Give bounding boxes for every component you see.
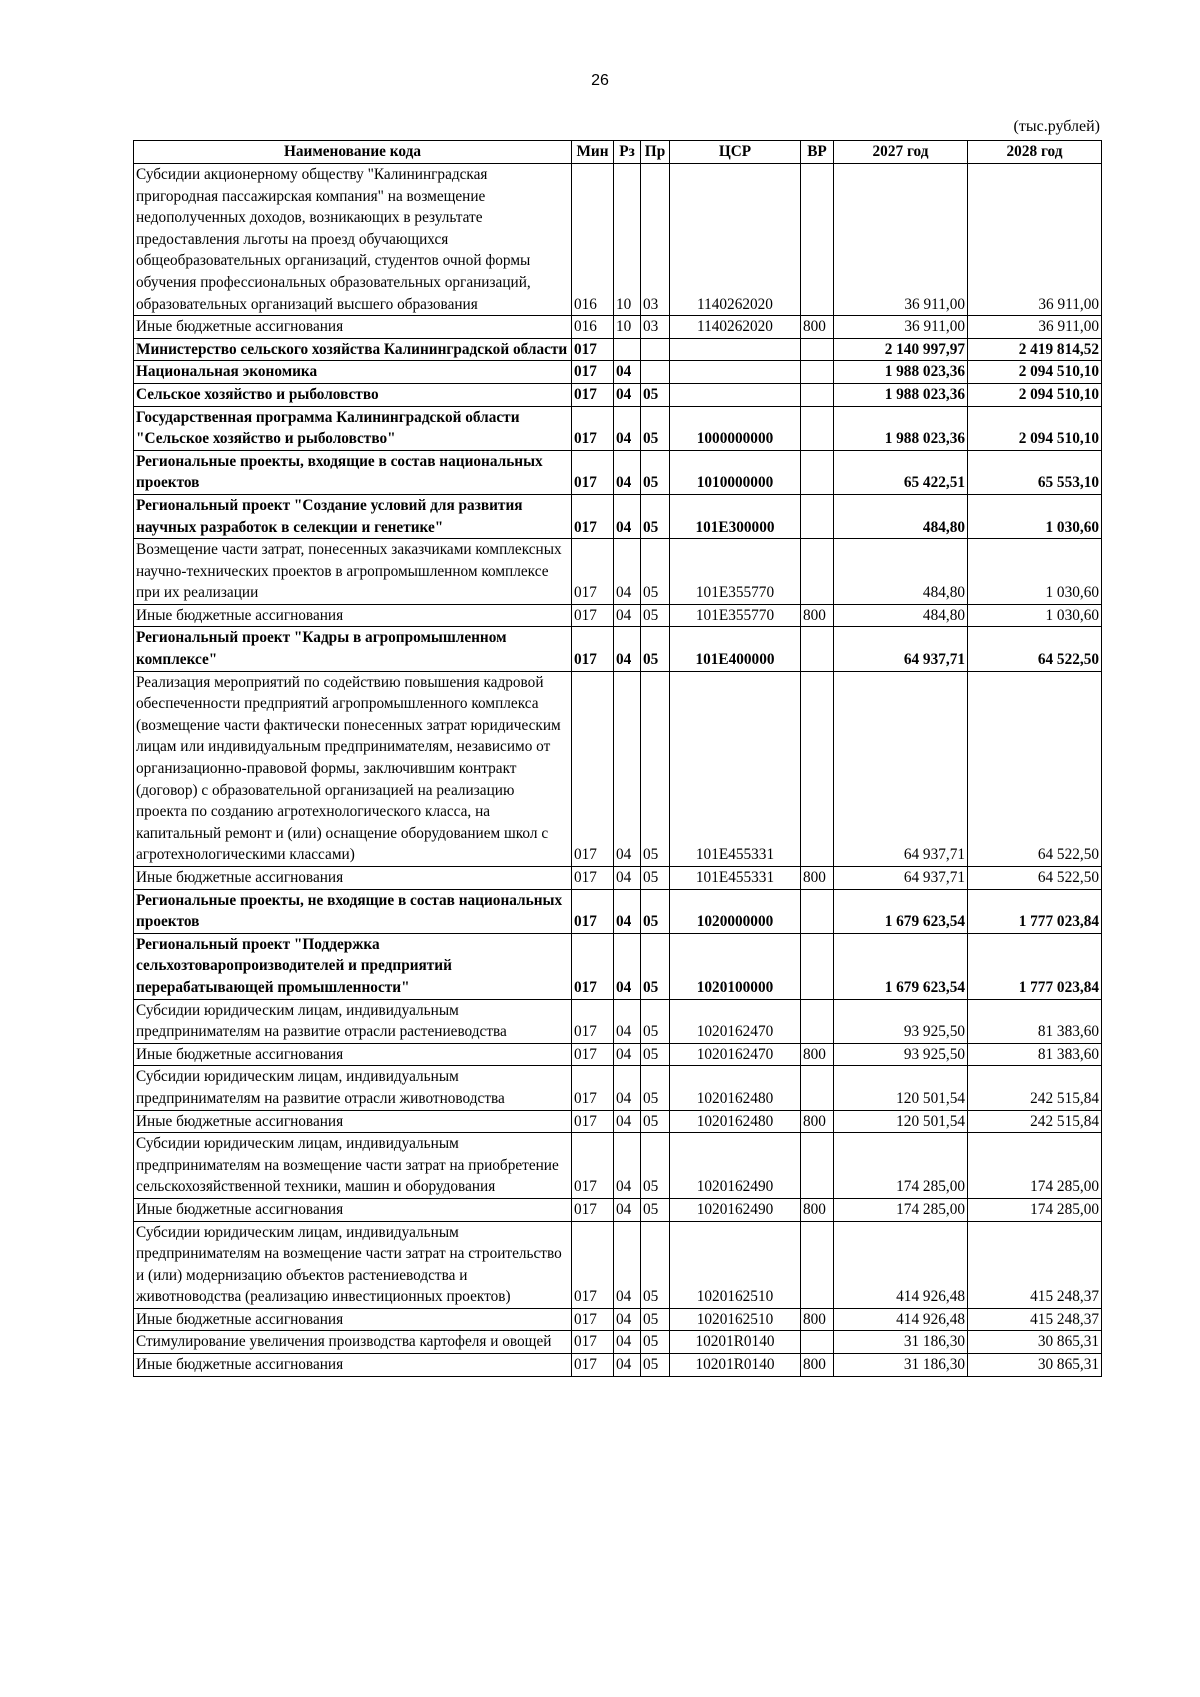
- table-row: [134, 1133, 1102, 1199]
- header-pr: Пр: [641, 141, 670, 164]
- row-name: Реализация мероприятий по содействию повышения кадровой обеспеченности предприятий агропромышленного комплекса (возмещение части фактически понесенных затрат юридическим лицам или индивидуальным предпринимателям, независимо от организационно-правовой формы, заключившим контракт (договор) с образовательной организацией на реализацию проекта по созданию агротехнологического класса, на капитальный ремонт и (или) оснащение оборудованием школ с агротехнологическими классами): [134, 671, 572, 866]
- row-2028: 30 865,31: [968, 1331, 1102, 1354]
- row-rz: 04: [614, 671, 641, 866]
- row-csr: 101Е300000: [670, 494, 801, 538]
- row-2027: 36 911,00: [834, 164, 968, 316]
- table-row: [134, 1110, 1102, 1133]
- row-rz: [614, 338, 641, 361]
- row-min: 017: [572, 494, 614, 538]
- row-min: 016: [572, 316, 614, 339]
- row-vr: [801, 338, 834, 361]
- row-2027: 174 285,00: [834, 1198, 968, 1221]
- row-pr: 05: [641, 867, 670, 890]
- row-name: Региональные проекты, не входящие в состав национальных проектов: [134, 889, 572, 933]
- row-2028: 174 285,00: [968, 1198, 1102, 1221]
- row-2028: 30 865,31: [968, 1354, 1102, 1377]
- row-csr: 1020162510: [670, 1221, 801, 1308]
- row-rz: 04: [614, 889, 641, 933]
- row-rz: 04: [614, 1221, 641, 1308]
- table-row: [134, 406, 1102, 450]
- table-row: [134, 671, 1102, 866]
- row-rz: 04: [614, 1043, 641, 1066]
- table-row: [134, 1221, 1102, 1308]
- row-vr: [801, 627, 834, 671]
- row-pr: 05: [641, 1043, 670, 1066]
- row-rz: 04: [614, 1198, 641, 1221]
- row-name: Иные бюджетные ассигнования: [134, 867, 572, 890]
- row-2027: 64 937,71: [834, 671, 968, 866]
- row-2027: 64 937,71: [834, 627, 968, 671]
- row-pr: 05: [641, 1110, 670, 1133]
- row-min: 017: [572, 999, 614, 1043]
- row-csr: 1020162480: [670, 1110, 801, 1133]
- row-csr: 1020162490: [670, 1133, 801, 1199]
- row-name: Субсидии юридическим лицам, индивидуальным предпринимателям на возмещение части затрат на приобретение сельскохозяйственной техники, машин и оборудования: [134, 1133, 572, 1199]
- header-min: Мин: [572, 141, 614, 164]
- row-vr: [801, 671, 834, 866]
- row-csr: [670, 383, 801, 406]
- row-2027: 484,80: [834, 494, 968, 538]
- row-pr: 05: [641, 1308, 670, 1331]
- row-vr: [801, 450, 834, 494]
- row-csr: 10201R0140: [670, 1331, 801, 1354]
- row-vr: [801, 361, 834, 384]
- row-2028: 415 248,37: [968, 1308, 1102, 1331]
- row-name: Возмещение части затрат, понесенных заказчиками комплексных научно-технических проектов в агропромышленном комплексе при их реализации: [134, 539, 572, 605]
- row-name: Региональный проект "Создание условий для развития научных разработок в селекции и генетике": [134, 494, 572, 538]
- row-min: 017: [572, 627, 614, 671]
- row-pr: 05: [641, 1133, 670, 1199]
- table-row: [134, 1198, 1102, 1221]
- row-2028: 64 522,50: [968, 671, 1102, 866]
- row-2028: 36 911,00: [968, 316, 1102, 339]
- row-pr: 05: [641, 539, 670, 605]
- row-rz: 04: [614, 539, 641, 605]
- table-row: [134, 867, 1102, 890]
- row-2027: 484,80: [834, 604, 968, 627]
- row-csr: 101Е355770: [670, 539, 801, 605]
- row-csr: 1020162470: [670, 999, 801, 1043]
- row-name: Национальная экономика: [134, 361, 572, 384]
- row-vr: [801, 889, 834, 933]
- row-rz: 04: [614, 1110, 641, 1133]
- row-name: Иные бюджетные ассигнования: [134, 1308, 572, 1331]
- row-2027: 31 186,30: [834, 1331, 968, 1354]
- row-2027: 174 285,00: [834, 1133, 968, 1199]
- row-name: Иные бюджетные ассигнования: [134, 316, 572, 339]
- table-row: [134, 450, 1102, 494]
- row-csr: 1020162470: [670, 1043, 801, 1066]
- row-csr: 1020162510: [670, 1308, 801, 1331]
- row-name: Региональный проект "Кадры в агропромышленном комплексе": [134, 627, 572, 671]
- row-min: 017: [572, 1066, 614, 1110]
- row-2028: 81 383,60: [968, 1043, 1102, 1066]
- row-csr: 1020000000: [670, 889, 801, 933]
- row-rz: 04: [614, 627, 641, 671]
- row-min: 017: [572, 1110, 614, 1133]
- row-vr: [801, 1066, 834, 1110]
- row-2027: 120 501,54: [834, 1110, 968, 1133]
- row-min: 017: [572, 933, 614, 999]
- row-name: Иные бюджетные ассигнования: [134, 1043, 572, 1066]
- row-min: 017: [572, 1043, 614, 1066]
- row-vr: [801, 494, 834, 538]
- row-name: Министерство сельского хозяйства Калининградской области: [134, 338, 572, 361]
- row-2028: 1 777 023,84: [968, 933, 1102, 999]
- row-pr: 05: [641, 933, 670, 999]
- table-row: [134, 1331, 1102, 1354]
- row-2028: 242 515,84: [968, 1110, 1102, 1133]
- table-body: [134, 164, 1102, 1377]
- row-vr: [801, 383, 834, 406]
- row-rz: 04: [614, 1066, 641, 1110]
- header-csr: ЦСР: [670, 141, 801, 164]
- table-row: [134, 889, 1102, 933]
- row-2027: 65 422,51: [834, 450, 968, 494]
- row-rz: 04: [614, 1308, 641, 1331]
- row-name: Иные бюджетные ассигнования: [134, 1354, 572, 1377]
- row-min: 017: [572, 671, 614, 866]
- row-2028: 1 030,60: [968, 494, 1102, 538]
- row-min: 016: [572, 164, 614, 316]
- row-vr: [801, 1133, 834, 1199]
- row-name: Субсидии акционерному обществу "Калининградская пригородная пассажирская компания" на возмещение недополученных доходов, возникающих в результате предоставления льготы на проезд обучающихся общеобразовательных организаций, студентов очной формы обучения профессиональных образовательных организаций, образовательных организаций высшего образования: [134, 164, 572, 316]
- row-name: Региональный проект "Поддержка сельхозтоваропроизводителей и предприятий перерабатывающей промышленности": [134, 933, 572, 999]
- row-csr: 10201R0140: [670, 1354, 801, 1377]
- row-pr: 05: [641, 383, 670, 406]
- row-2027: 93 925,50: [834, 999, 968, 1043]
- table-row: [134, 1066, 1102, 1110]
- row-csr: [670, 361, 801, 384]
- row-min: 017: [572, 539, 614, 605]
- row-rz: 04: [614, 867, 641, 890]
- row-rz: 04: [614, 450, 641, 494]
- row-2028: 64 522,50: [968, 867, 1102, 890]
- row-2028: 1 030,60: [968, 539, 1102, 605]
- row-pr: 05: [641, 1354, 670, 1377]
- header-2027: 2027 год: [834, 141, 968, 164]
- row-vr: 800: [801, 1198, 834, 1221]
- table-row: [134, 999, 1102, 1043]
- row-pr: 05: [641, 999, 670, 1043]
- table-row: [134, 1354, 1102, 1377]
- row-rz: 04: [614, 494, 641, 538]
- row-2027: 120 501,54: [834, 1066, 968, 1110]
- row-csr: 1140262020: [670, 316, 801, 339]
- row-pr: 05: [641, 1221, 670, 1308]
- row-pr: [641, 361, 670, 384]
- row-vr: [801, 164, 834, 316]
- row-2027: 414 926,48: [834, 1308, 968, 1331]
- row-min: 017: [572, 1308, 614, 1331]
- row-2027: 1 679 623,54: [834, 933, 968, 999]
- row-vr: 800: [801, 604, 834, 627]
- row-vr: [801, 539, 834, 605]
- row-2027: 414 926,48: [834, 1221, 968, 1308]
- row-csr: 101Е455331: [670, 867, 801, 890]
- row-name: Сельское хозяйство и рыболовство: [134, 383, 572, 406]
- row-2028: 65 553,10: [968, 450, 1102, 494]
- row-pr: [641, 338, 670, 361]
- row-rz: 04: [614, 933, 641, 999]
- row-2027: 31 186,30: [834, 1354, 968, 1377]
- row-2028: 1 777 023,84: [968, 889, 1102, 933]
- row-min: 017: [572, 1221, 614, 1308]
- row-vr: [801, 1221, 834, 1308]
- row-2028: 2 094 510,10: [968, 361, 1102, 384]
- units-label: (тыс.рублей): [1013, 118, 1100, 135]
- row-csr: [670, 338, 801, 361]
- row-min: 017: [572, 361, 614, 384]
- row-csr: 101Е455331: [670, 671, 801, 866]
- row-2027: 1 679 623,54: [834, 889, 968, 933]
- row-pr: 05: [641, 1331, 670, 1354]
- row-pr: 03: [641, 164, 670, 316]
- table-row: [134, 164, 1102, 316]
- row-2027: 1 988 023,36: [834, 406, 968, 450]
- row-name: Региональные проекты, входящие в состав национальных проектов: [134, 450, 572, 494]
- table-row: [134, 539, 1102, 605]
- row-rz: 04: [614, 1133, 641, 1199]
- row-pr: 05: [641, 406, 670, 450]
- table-row: [134, 338, 1102, 361]
- table-row: [134, 316, 1102, 339]
- row-min: 017: [572, 1354, 614, 1377]
- row-rz: 04: [614, 406, 641, 450]
- table-row: [134, 1043, 1102, 1066]
- header-vr: ВР: [801, 141, 834, 164]
- row-2028: 64 522,50: [968, 627, 1102, 671]
- row-rz: 04: [614, 999, 641, 1043]
- header-name: Наименование кода: [134, 141, 572, 164]
- row-rz: 10: [614, 164, 641, 316]
- row-2028: 174 285,00: [968, 1133, 1102, 1199]
- row-pr: 05: [641, 889, 670, 933]
- row-vr: [801, 933, 834, 999]
- row-min: 017: [572, 338, 614, 361]
- table-row: [134, 494, 1102, 538]
- row-min: 017: [572, 1133, 614, 1199]
- row-2027: 484,80: [834, 539, 968, 605]
- row-min: 017: [572, 1331, 614, 1354]
- row-2027: 93 925,50: [834, 1043, 968, 1066]
- table-row: [134, 361, 1102, 384]
- row-pr: 05: [641, 1066, 670, 1110]
- table-row: [134, 1308, 1102, 1331]
- row-min: 017: [572, 889, 614, 933]
- row-csr: 101Е400000: [670, 627, 801, 671]
- row-min: 017: [572, 1198, 614, 1221]
- table-row: [134, 383, 1102, 406]
- row-min: 017: [572, 867, 614, 890]
- row-rz: 04: [614, 383, 641, 406]
- row-name: Стимулирование увеличения производства картофеля и овощей: [134, 1331, 572, 1354]
- row-rz: 04: [614, 361, 641, 384]
- page-number: 26: [591, 72, 609, 89]
- row-vr: 800: [801, 316, 834, 339]
- row-csr: 1010000000: [670, 450, 801, 494]
- row-2027: 1 988 023,36: [834, 383, 968, 406]
- budget-table: [133, 140, 1102, 1377]
- table-row: [134, 627, 1102, 671]
- row-min: 017: [572, 450, 614, 494]
- row-pr: 05: [641, 671, 670, 866]
- row-vr: 800: [801, 1110, 834, 1133]
- row-name: Субсидии юридическим лицам, индивидуальным предпринимателям на возмещение части затрат на строительство и (или) модернизацию объектов растениеводства и животноводства (реализацию инвестиционных проектов): [134, 1221, 572, 1308]
- row-pr: 05: [641, 627, 670, 671]
- row-vr: 800: [801, 1043, 834, 1066]
- row-name: Иные бюджетные ассигнования: [134, 1198, 572, 1221]
- row-2027: 1 988 023,36: [834, 361, 968, 384]
- row-vr: [801, 406, 834, 450]
- row-2027: 64 937,71: [834, 867, 968, 890]
- row-name: Субсидии юридическим лицам, индивидуальным предпринимателям на развитие отрасли животноводства: [134, 1066, 572, 1110]
- row-vr: [801, 1331, 834, 1354]
- table-header-row: [134, 141, 1102, 164]
- row-name: Иные бюджетные ассигнования: [134, 1110, 572, 1133]
- row-rz: 04: [614, 1354, 641, 1377]
- row-vr: 800: [801, 1354, 834, 1377]
- row-csr: 1020100000: [670, 933, 801, 999]
- row-csr: 1000000000: [670, 406, 801, 450]
- row-2028: 415 248,37: [968, 1221, 1102, 1308]
- row-2028: 2 419 814,52: [968, 338, 1102, 361]
- row-min: 017: [572, 383, 614, 406]
- table-row: [134, 604, 1102, 627]
- row-pr: 03: [641, 316, 670, 339]
- row-min: 017: [572, 604, 614, 627]
- table-row: [134, 933, 1102, 999]
- row-pr: 05: [641, 494, 670, 538]
- row-name: Иные бюджетные ассигнования: [134, 604, 572, 627]
- row-vr: [801, 999, 834, 1043]
- row-csr: 101Е355770: [670, 604, 801, 627]
- row-min: 017: [572, 406, 614, 450]
- row-2028: 2 094 510,10: [968, 383, 1102, 406]
- row-vr: 800: [801, 1308, 834, 1331]
- row-pr: 05: [641, 604, 670, 627]
- row-2028: 1 030,60: [968, 604, 1102, 627]
- row-rz: 04: [614, 1331, 641, 1354]
- row-2028: 2 094 510,10: [968, 406, 1102, 450]
- row-name: Субсидии юридическим лицам, индивидуальным предпринимателям на развитие отрасли растениеводства: [134, 999, 572, 1043]
- row-pr: 05: [641, 450, 670, 494]
- row-vr: 800: [801, 867, 834, 890]
- row-2027: 2 140 997,97: [834, 338, 968, 361]
- row-2028: 81 383,60: [968, 999, 1102, 1043]
- header-rz: Рз: [614, 141, 641, 164]
- row-rz: 04: [614, 604, 641, 627]
- header-2028: 2028 год: [968, 141, 1102, 164]
- row-pr: 05: [641, 1198, 670, 1221]
- row-csr: 1020162480: [670, 1066, 801, 1110]
- row-name: Государственная программа Калининградской области "Сельское хозяйство и рыболовство": [134, 406, 572, 450]
- row-2028: 36 911,00: [968, 164, 1102, 316]
- row-rz: 10: [614, 316, 641, 339]
- row-csr: 1020162490: [670, 1198, 801, 1221]
- row-2028: 242 515,84: [968, 1066, 1102, 1110]
- row-2027: 36 911,00: [834, 316, 968, 339]
- row-csr: 1140262020: [670, 164, 801, 316]
